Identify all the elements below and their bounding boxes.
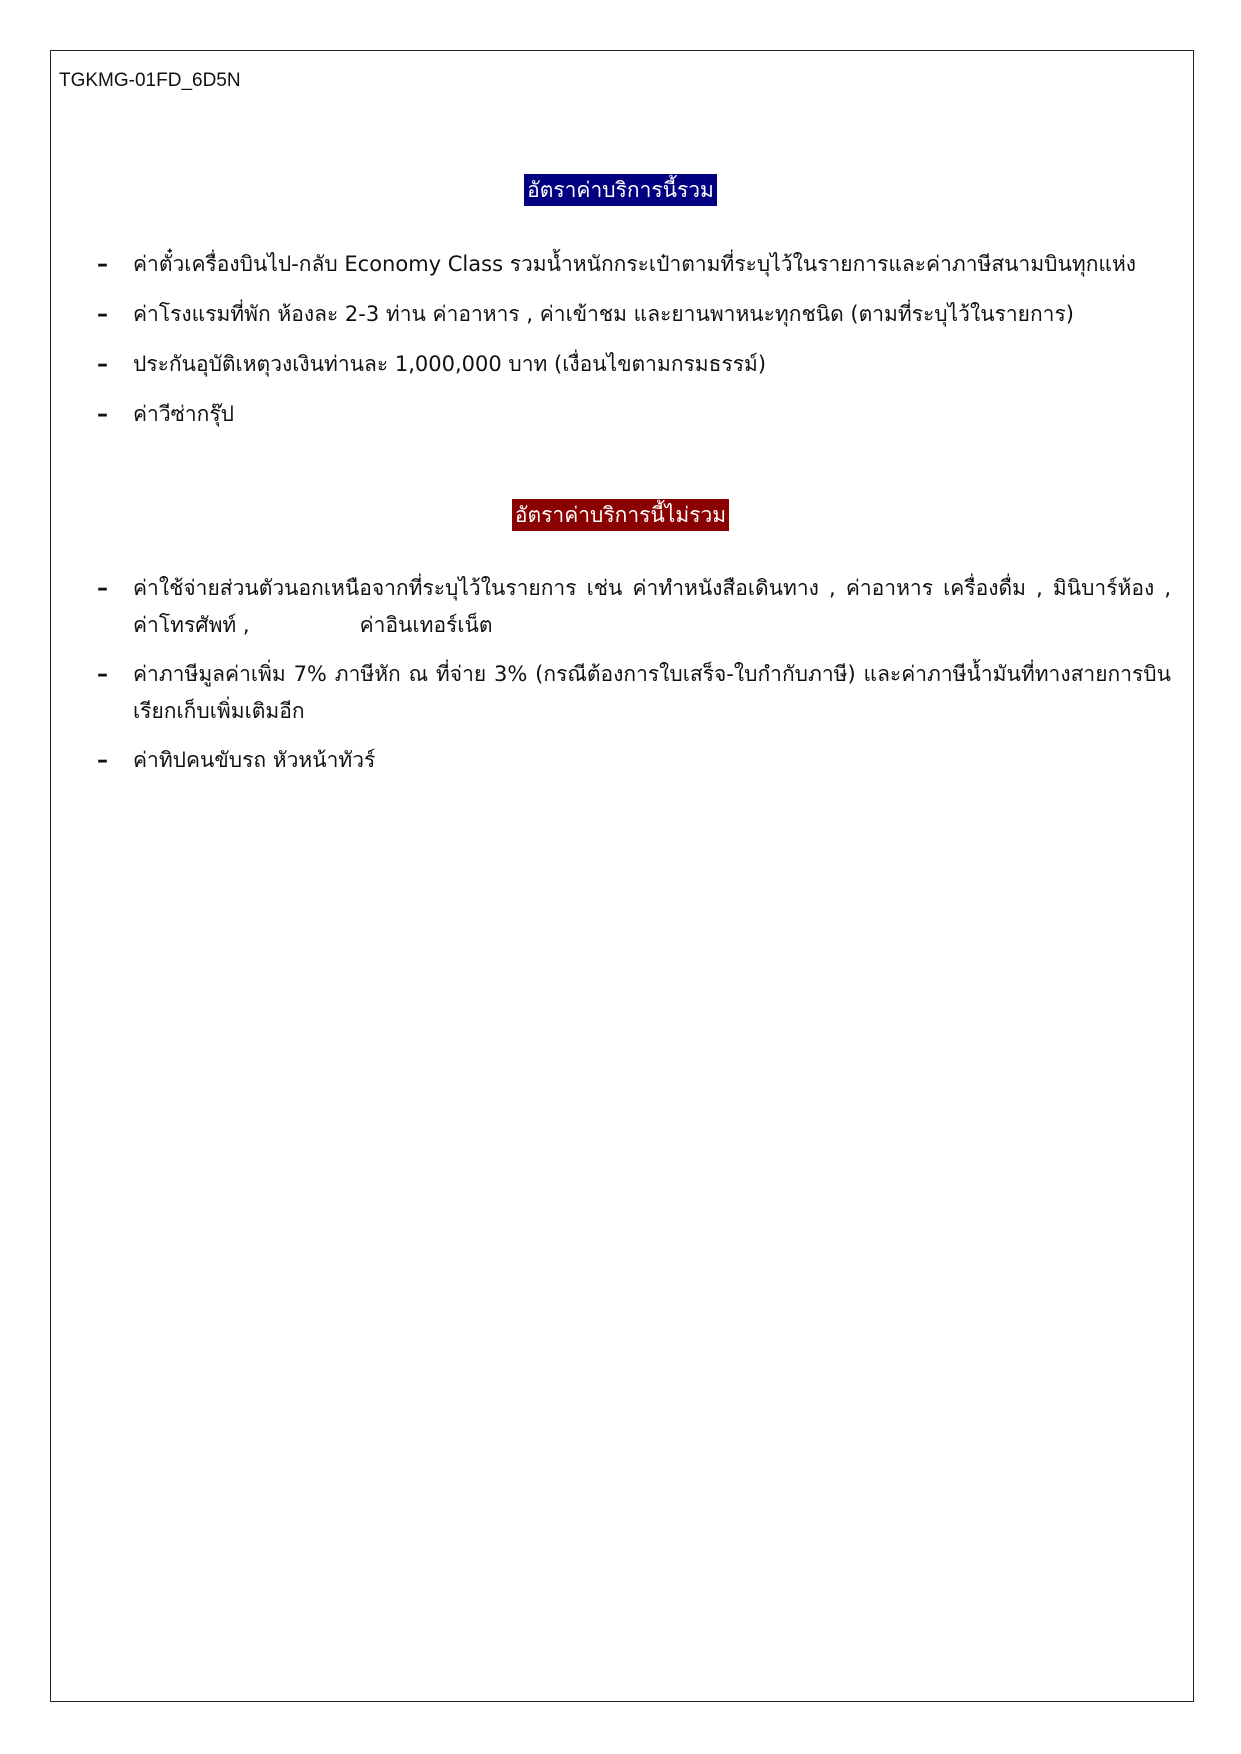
excluded-section-title: อัตราค่าบริการนี้ไม่รวม <box>512 499 729 531</box>
list-item-text: ค่าใช้จ่ายส่วนตัวนอกเหนือจากที่ระบุไว้ในรายการ เช่น ค่าทำหนังสือเดินทาง , ค่าอาหาร เครื่องดื่ม , มินิบาร์ห้อง , ค่าโทรศัพท์ , <box>133 576 1171 637</box>
list-item-text: ค่าโรงแรมที่พัก ห้องละ 2-3 ท่าน ค่าอาหาร , ค่าเข้าชม และยานพาหนะทุกชนิด (ตามที่ระบุไว้ในรายการ) <box>133 302 1074 326</box>
list-item <box>0 396 1241 433</box>
list-item-text: ค่าภาษีมูลค่าเพิ่ม 7% ภาษีหัก ณ ที่จ่าย 3% (กรณีต้องการใบเสร็จ-ใบกำกับภาษี) และค่าภาษีน้ำมันที่ทางสายการบินเรียกเก็บเพิ่มเติมอีก <box>133 662 1171 723</box>
excluded-list <box>0 570 1241 791</box>
dash-bullet: – <box>97 748 108 773</box>
list-item <box>0 296 1241 333</box>
list-item <box>0 570 1241 644</box>
included-section-header <box>0 174 1241 206</box>
document-code: TGKMG-01FD_6D5N <box>59 70 241 91</box>
list-item-text: ค่าทิปคนขับรถ หัวหน้าทัวร์ <box>133 748 376 772</box>
list-item <box>0 346 1241 383</box>
dash-bullet: – <box>97 352 108 377</box>
list-item-text: ค่าวีซ่ากรุ๊ป <box>133 402 235 426</box>
list-item-text: ประกันอุบัติเหตุวงเงินท่านละ 1,000,000 บาท (เงื่อนไขตามกรมธรรม์) <box>133 352 767 376</box>
list-item <box>0 742 1241 779</box>
list-item <box>0 656 1241 730</box>
list-item-text: ค่าตั๋วเครื่องบินไป-กลับ Economy Class รวมน้ำหนักกระเป๋าตามที่ระบุไว้ในรายการและค่าภาษีสนามบินทุกแห่ง <box>133 252 1137 276</box>
dash-bullet: – <box>97 252 108 277</box>
list-item-text: ค่าอินเทอร์เน็ต <box>359 613 493 637</box>
dash-bullet: – <box>97 662 108 687</box>
excluded-section-header <box>0 499 1241 531</box>
dash-bullet: – <box>97 402 108 427</box>
dash-bullet: – <box>97 302 108 327</box>
list-item <box>0 246 1241 283</box>
dash-bullet: – <box>97 576 108 601</box>
included-section-title: อัตราค่าบริการนี้รวม <box>524 174 717 206</box>
included-list <box>0 246 1241 446</box>
